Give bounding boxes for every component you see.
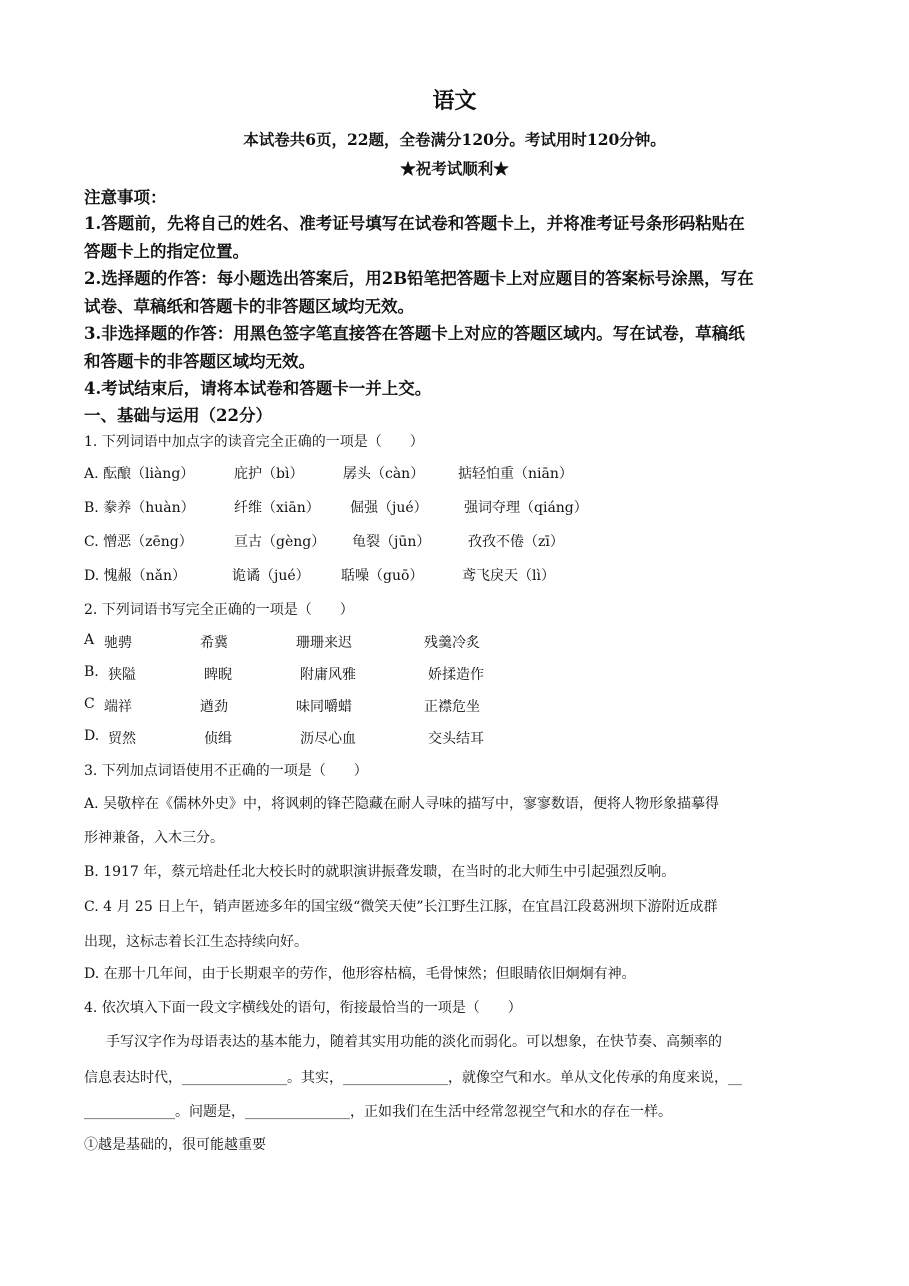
option-cell: C. 憎恶（zēng） — [84, 534, 193, 550]
notice-line: 3.非选择题的作答：用黑色签字笔直接答在答题卡上对应的答题区域内。写在试卷，草稿纸 — [84, 324, 745, 343]
option-cell: 掂轻怕重（niān） — [458, 466, 573, 482]
option-cell: 倔强（jué） — [350, 500, 428, 516]
option-cell: 味同嚼蜡 — [296, 699, 352, 715]
q3-line: 形神兼备，入木三分。 — [84, 830, 224, 846]
option-cell: 端祥 — [104, 699, 132, 715]
question-2-stem: 2. 下列词语书写完全正确的一项是（ ） — [84, 602, 354, 618]
option-letter: A — [84, 632, 95, 648]
q3-line: C. 4 月 25 日上午，销声匿迹多年的国宝级“微笑天使”长江野生江豚，在宜昌江段葛洲坝下游附近成群 — [84, 899, 718, 915]
option-cell: 正襟危坐 — [424, 699, 480, 715]
option-cell: 纤维（xiān） — [234, 500, 320, 516]
option-cell: 强词夺理（qiáng） — [464, 500, 588, 516]
notice-line: 4.考试结束后，请将本试卷和答题卡一并上交。 — [84, 379, 432, 398]
q3-line: B. 1917 年，蔡元培赴任北大校长时的就职演讲振聋发聩，在当时的北大师生中引起强烈反响。 — [84, 864, 676, 880]
notice-heading: 注意事项： — [84, 188, 167, 207]
option-cell: B. 豢养（huàn） — [84, 500, 195, 516]
option-cell: 孜孜不倦（zī） — [468, 534, 564, 550]
question-4-stem: 4. 依次填入下面一段文字横线处的语句，衔接最恰当的一项是（ ） — [84, 1000, 522, 1016]
notice-line: 和答题卡的非答题区域均无效。 — [84, 352, 315, 371]
option-cell: 沥尽心血 — [300, 731, 356, 747]
q4-passage-line: 信息表达时代，_______________。其实，_______________，就像空气和水。单从文化传承的角度来说，__ — [84, 1070, 742, 1086]
option-cell: 残羹冷炙 — [424, 635, 480, 651]
notice-line: 答题卡上的指定位置。 — [84, 242, 249, 261]
option-letter: C — [84, 696, 95, 712]
option-cell: 亘古（gèng） — [234, 534, 326, 550]
option-cell: 附庸风雅 — [300, 667, 356, 683]
option-cell: 庇护（bì） — [234, 466, 304, 482]
option-cell: 贸然 — [108, 731, 136, 747]
option-cell: 侦缉 — [204, 731, 232, 747]
notice-line: 试卷、草稿纸和答题卡的非答题区域均无效。 — [84, 297, 414, 316]
option-cell: 狭隘 — [108, 667, 136, 683]
option-cell: 交头结耳 — [428, 731, 484, 747]
section-heading: 一、基础与运用（22分） — [84, 406, 272, 425]
q3-line: 出现，这标志着长江生态持续向好。 — [84, 934, 308, 950]
q3-line: D. 在那十几年间，由于长期艰辛的劳作，他形容枯槁，毛骨悚然；但眼睛依旧炯炯有神。 — [84, 966, 636, 982]
option-letter: B. — [84, 664, 99, 680]
q4-passage-line: 手写汉字作为母语表达的基本能力，随着其实用功能的淡化而弱化。可以想象，在快节奏、高频率的 — [106, 1034, 722, 1050]
question-1-stem: 1. 下列词语中加点字的读音完全正确的一项是（ ） — [84, 434, 424, 450]
option-cell: 遒劲 — [200, 699, 228, 715]
option-cell: 驰骋 — [104, 635, 132, 651]
option-cell: 聒噪（guō） — [341, 568, 424, 584]
option-cell: 龟裂（jūn） — [352, 534, 431, 550]
option-cell: 希冀 — [200, 635, 228, 651]
notice-line: 2.选择题的作答：每小题选出答案后，用2B铅笔把答题卡上对应题目的答案标号涂黑，写在 — [84, 269, 754, 288]
page-title: 语文 — [432, 88, 477, 114]
option-letter: D. — [84, 728, 100, 744]
option-cell: 孱头（càn） — [343, 466, 425, 482]
good-luck-line: ★祝考试顺利★ — [400, 159, 509, 178]
q3-line: A. 吴敬梓在《儒林外史》中，将讽刺的锋芒隐藏在耐人寻味的描写中，寥寥数语，便将人物形象描摹得 — [84, 796, 720, 812]
option-cell: 鸢飞戾天（lì） — [462, 568, 555, 584]
q4-item: ①越是基础的，很可能越重要 — [84, 1137, 266, 1153]
option-cell: 睥睨 — [204, 667, 232, 683]
option-cell: 珊珊来迟 — [296, 635, 352, 651]
option-cell: D. 愧赧（nǎn） — [84, 568, 187, 584]
q4-passage-line: _____________。问题是，_______________，正如我们在生活中经常忽视空气和水的存在一样。 — [84, 1104, 672, 1120]
option-cell: A. 酝酿（liàng） — [84, 466, 195, 482]
question-3-stem: 3. 下列加点词语使用不正确的一项是（ ） — [84, 763, 368, 779]
notice-line: 1.答题前，先将自己的姓名、准考证号填写在试卷和答题卡上，并将准考证号条形码粘贴在 — [84, 214, 745, 233]
exam-meta: 本试卷共6页，22题，全卷满分120分。考试用时120分钟。 — [243, 130, 666, 149]
option-cell: 娇揉造作 — [428, 667, 484, 683]
option-cell: 诡谲（jué） — [232, 568, 310, 584]
